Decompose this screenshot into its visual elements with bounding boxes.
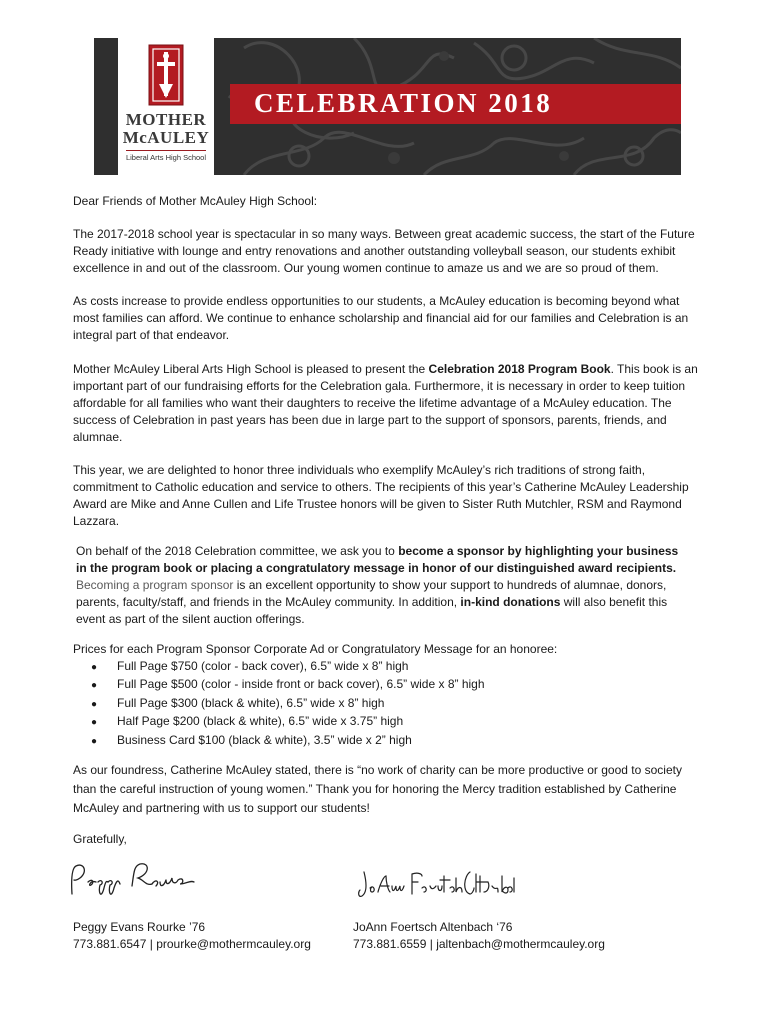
price-list <box>91 658 651 750</box>
logo-divider <box>126 150 206 151</box>
paragraph-sponsor-request <box>76 543 692 628</box>
paragraph-closing-quote: As our foundress, Catherine McAuley stated, there is “no work of charity can be more productive or good to society than the careful instruction of young women.” Thank you for honoring the Mercy tradition established by Catherine McAuley and partnering with us to support our students! <box>73 763 682 815</box>
closing: Gratefully, <box>73 832 127 846</box>
logo-line-2: McAULEY <box>122 128 210 147</box>
paragraph-honorees: This year, we are delighted to honor three individuals who exemplify McAuley’s rich traditions of strong faith, commitment to Catholic education and service to others. The recipients of this year’s Catherine McAuley Leadership Award are Mike and Anne Cullen and Life Trustee honors will be given to Sister Ruth Mutchler, RSM and Raymond Lazzara. <box>73 463 689 528</box>
p5-text-a: On behalf of the 2018 Celebration committee, we ask you to <box>76 544 399 558</box>
logo-line-1: MOTHER <box>125 110 207 129</box>
p5-text-c: will also benefit this event as part of the silent auction offerings. <box>76 595 668 626</box>
signer-1-name: Peggy Evans Rourke ’76 <box>73 920 206 934</box>
bullet-icon: ● <box>91 717 98 729</box>
p3-text-b: . This book is an important part of our fundraising efforts for the Celebration gala. Furthermore, it is necessary in order to keep tuition affordable for all families who want their daughters to receive the lifetime advantage of a McAuley education. The success of Celebration in past years has been due in large part to the support of sponsors, parents, friends, and alumnae. <box>73 362 698 444</box>
crest-icon <box>148 44 184 106</box>
prices-intro: Prices for each Program Sponsor Corporate Ad or Congratulatory Message for an honoree: <box>73 642 558 656</box>
school-logo <box>118 38 214 175</box>
p5-bold-inkind: in-kind donations <box>460 595 561 609</box>
header-banner <box>94 38 681 175</box>
program-book-title: Celebration 2018 Program Book <box>428 362 611 376</box>
bullet-icon: ● <box>91 662 98 673</box>
signer-2-contact: 773.881.6559 | jaltenbach@mothermcauley.org <box>353 937 605 951</box>
signer-1-contact: 773.881.6547 | prourke@mothermcauley.org <box>73 937 311 951</box>
paragraph-intro: The 2017-2018 school year is spectacular in so many ways. Between great academic success, the start of the Future Ready initiative with lounge and entry renovations and another outstanding volleyball season, our students exhibit excellence in and out of the classroom. Our young women continue to amaze us and we are so proud of them. <box>73 227 695 275</box>
paragraph-costs: As costs increase to provide endless opportunities to our students, a McAuley education is becoming beyond what most families can afford. We continue to enhance scholarship and financial aid for our families and Celebration is an integral part of that endeavor. <box>73 294 689 342</box>
p5-bold-request: become a sponsor by highlighting your business in the program book or placing a congratulatory message in honor of our distinguished award recipients. <box>76 544 679 575</box>
bullet-icon: ● <box>91 698 98 710</box>
paragraph-program-book <box>73 361 701 446</box>
p3-text-a: Mother McAuley Liberal Arts High School is pleased to present the <box>73 362 429 376</box>
bullet-icon: ● <box>91 735 98 747</box>
p5-text-b: is an excellent opportunity to show your support to hundreds of alumnae, donors, parents, faculty/staff, and friends in the McAuley community. In addition, <box>76 578 667 609</box>
logo-subtitle: Liberal Arts High School <box>125 153 207 162</box>
p5-gray-text: Becoming a program sponsor <box>76 578 234 592</box>
salutation: Dear Friends of Mother McAuley High School: <box>73 194 318 208</box>
banner-title: CELEBRATION 2018 <box>254 88 553 118</box>
price-item: ● Full Page $500 (color - inside front or back cover), 6.5” wide x 8” high <box>91 676 651 694</box>
price-item: ● Full Page $300 (black & white), 6.5” wide x 8” high <box>91 695 651 713</box>
price-item: ● Half Page $200 (black & white), 6.5” wide x 3.75” high <box>91 713 651 731</box>
price-item: ● Business Card $100 (black & white), 3.5” wide x 2” high <box>91 732 651 750</box>
signature-peggy-rourke <box>68 858 198 904</box>
price-item: ● Full Page $750 (color - back cover), 6.5” wide x 8” high <box>91 658 651 676</box>
bullet-icon: ● <box>91 680 98 692</box>
signer-2-name: JoAnn Foertsch Altenbach ‘76 <box>353 920 513 934</box>
signature-joann-altenbach <box>356 866 516 900</box>
